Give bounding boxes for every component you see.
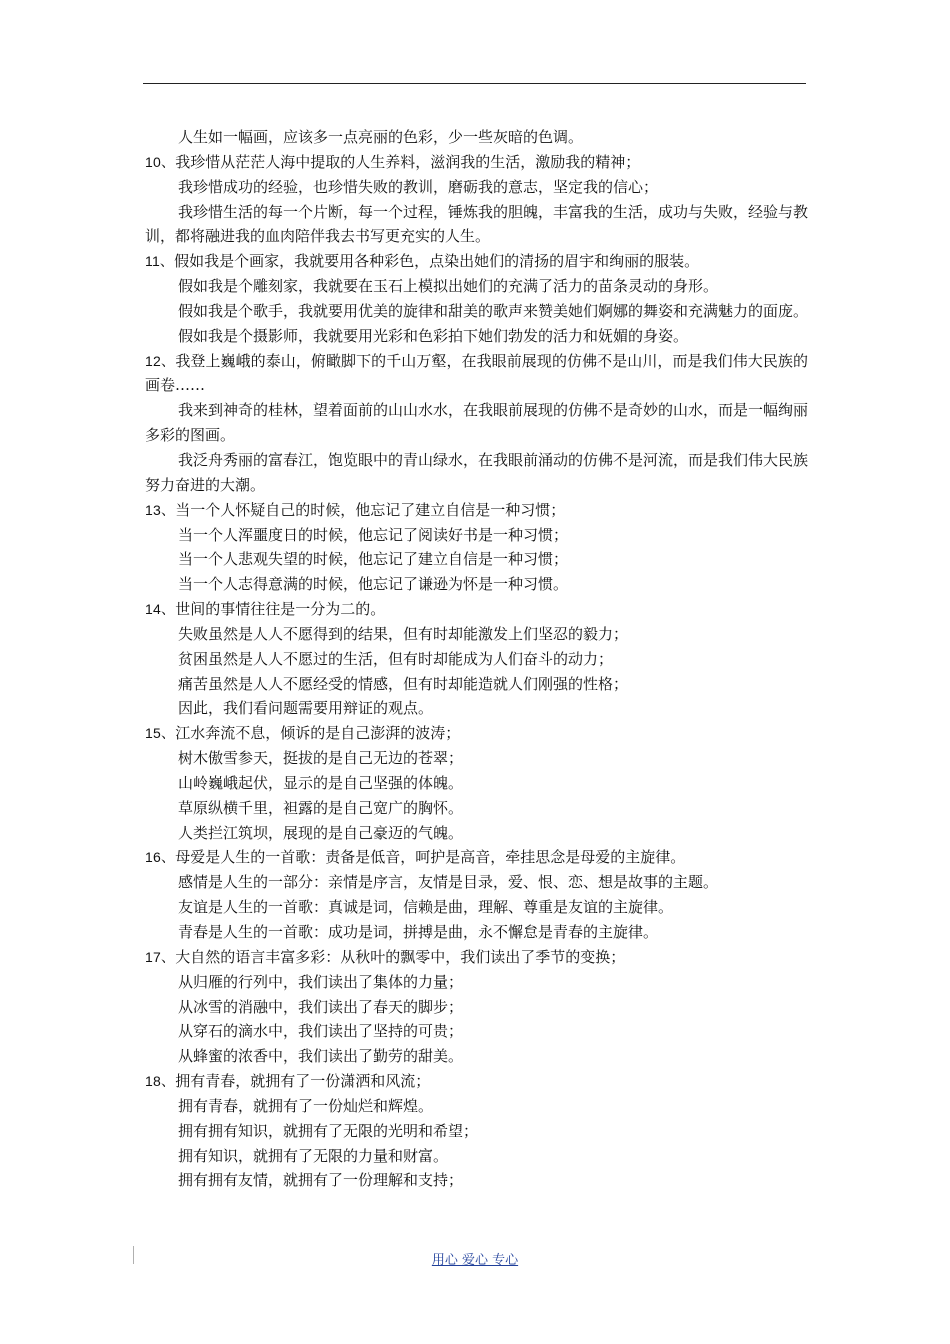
paragraph-text: 友谊是人生的一首歌：真诚是词，信赖是曲，理解、尊重是友谊的主旋律。 — [178, 898, 674, 917]
paragraph-text: 感情是人生的一部分：亲情是序言，友情是目录，爱、恨、恋、想是故事的主题。 — [178, 873, 719, 892]
paragraph — [145, 1119, 808, 1144]
item-number: 14、 — [145, 601, 176, 618]
paragraph — [145, 523, 808, 548]
paragraph — [145, 920, 808, 945]
numbered-paragraph — [145, 721, 808, 746]
paragraph — [145, 200, 808, 250]
paragraph — [145, 622, 808, 647]
paragraph-text: 我来到神奇的桂林，望着面前的山山水水，在我眼前展现的仿佛不是奇妙的山水，而是一幅绚丽多彩的图画。 — [145, 401, 809, 445]
paragraph-text: 从归雁的行列中，我们读出了集体的力量； — [178, 972, 464, 991]
numbered-paragraph — [145, 498, 808, 523]
paragraph-text: 当一个人浑噩度日的时候，他忘记了阅读好书是一种习惯； — [178, 525, 569, 544]
numbered-paragraph — [145, 249, 808, 274]
item-number: 11、 — [145, 253, 175, 270]
paragraph — [145, 796, 808, 821]
paragraph-text: 失败虽然是人人不愿得到的结果，但有时却能激发上们坚忍的毅力； — [178, 624, 629, 643]
numbered-paragraph — [145, 845, 808, 870]
item-number: 18、 — [145, 1073, 176, 1090]
paragraph-text: 世间的事情往往是一分为二的。 — [175, 600, 386, 619]
paragraph — [145, 448, 808, 498]
paragraph-text: 从穿石的滴水中，我们读出了坚持的可贵； — [178, 1022, 464, 1041]
paragraph-text: 因此，我们看问题需要用辩证的观点。 — [178, 699, 434, 718]
paragraph — [145, 175, 808, 200]
paragraph — [145, 1168, 808, 1193]
paragraph — [145, 821, 808, 846]
paragraph-text: 从蜂蜜的浓香中，我们读出了勤劳的甜美。 — [178, 1047, 464, 1066]
paragraph — [145, 672, 808, 697]
paragraph-text: 山岭巍峨起伏，显示的是自己坚强的体魄。 — [178, 773, 464, 792]
document-body — [145, 125, 808, 1193]
paragraph-text: 假如我是个画家，我就要用各种彩色，点染出她们的清扬的眉宇和绚丽的服装。 — [174, 252, 700, 271]
paragraph-text: 人类拦江筑坝，展现的是自己豪迈的气魄。 — [178, 823, 464, 842]
paragraph-text: 我泛舟秀丽的富春江，饱览眼中的青山绿水，在我眼前涌动的仿佛不是河流，而是我们伟大民族努力奋进的大潮。 — [145, 450, 809, 494]
paragraph-text: 拥有拥有友情，就拥有了一份理解和支持； — [178, 1171, 464, 1190]
paragraph-text: 大自然的语言丰富多彩：从秋叶的飘零中，我们读出了季节的变换； — [175, 947, 626, 966]
paragraph — [145, 895, 808, 920]
paragraph-text: 拥有青春，就拥有了一份灿烂和辉煌。 — [178, 1096, 434, 1115]
item-number: 12、 — [145, 352, 176, 369]
paragraph-text: 草原纵横千里，袒露的是自己宽广的胸怀。 — [178, 798, 464, 817]
paragraph — [145, 870, 808, 895]
paragraph — [145, 324, 808, 349]
numbered-paragraph — [145, 1069, 808, 1094]
paragraph-text: 我珍惜成功的经验，也珍惜失败的教训，磨砺我的意志，坚定我的信心； — [178, 177, 659, 196]
paragraph-text: 当一个人悲观失望的时候，他忘记了建立自信是一种习惯； — [178, 550, 569, 569]
item-number: 15、 — [145, 725, 176, 742]
paragraph — [145, 299, 808, 324]
numbered-paragraph — [145, 349, 808, 399]
paragraph-text: 人生如一幅画，应该多一点亮丽的色彩，少一些灰暗的色调。 — [178, 128, 584, 146]
numbered-paragraph — [145, 150, 808, 175]
paragraph — [145, 1019, 808, 1044]
paragraph-text: 假如我是个摄影师，我就要用光彩和色彩拍下她们勃发的活力和妩媚的身姿。 — [178, 326, 689, 345]
paragraph — [145, 696, 808, 721]
paragraph — [145, 970, 808, 995]
item-number: 10、 — [145, 153, 176, 170]
numbered-paragraph — [145, 945, 808, 970]
paragraph-text: 从冰雪的消融中，我们读出了春天的脚步； — [178, 997, 464, 1016]
paragraph — [145, 274, 808, 299]
paragraph — [145, 547, 808, 572]
paragraph-text: 拥有拥有知识，就拥有了无限的光明和希望； — [178, 1121, 479, 1140]
paragraph-text: 青春是人生的一首歌：成功是词，拼搏是曲，永不懈怠是青春的主旋律。 — [178, 923, 659, 941]
footer-text: 用心 爱心 专心 — [431, 1253, 519, 1268]
paragraph — [145, 398, 808, 448]
item-number: 17、 — [145, 948, 176, 965]
item-number: 16、 — [145, 849, 176, 866]
header-rule — [143, 83, 806, 84]
numbered-paragraph — [145, 597, 808, 622]
paragraph-text: 当一个人怀疑自己的时候，他忘记了建立自信是一种习惯； — [175, 500, 566, 519]
paragraph-text: 母爱是人生的一首歌：责备是低音，呵护是高音，牵挂思念是母爱的主旋律。 — [175, 848, 686, 867]
paragraph-text: 拥有青春，就拥有了一份潇洒和风流； — [175, 1072, 431, 1091]
paragraph-text: 痛苦虽然是人人不愿经受的情感，但有时却能造就人们刚强的性格； — [178, 674, 629, 693]
paragraph — [145, 771, 808, 796]
paragraph — [145, 1144, 808, 1169]
paragraph — [145, 125, 808, 150]
paragraph-text: 贫困虽然是人人不愿过的生活，但有时却能成为人们奋斗的动力； — [178, 649, 614, 668]
paragraph — [145, 647, 808, 672]
item-number: 13、 — [145, 501, 176, 518]
paragraph — [145, 995, 808, 1020]
paragraph-text: 我珍惜生活的每一个片断，每一个过程，锤炼我的胆魄，丰富我的生活，成功与失败，经验与教训，都将融进我的血肉陪伴我去书写更充实的人生。 — [145, 202, 809, 246]
paragraph-text: 假如我是个雕刻家，我就要在玉石上模拟出她们的充满了活力的苗条灵动的身形。 — [178, 277, 719, 296]
paragraph-text: 我珍惜从茫茫人海中提取的人生养料，滋润我的生活，激励我的精神； — [175, 152, 641, 171]
paragraph-text: 树木傲雪参天，挺拔的是自己无边的苍翠； — [178, 749, 464, 768]
paragraph — [145, 572, 808, 597]
paragraph-text: 江水奔流不息，倾诉的是自己澎湃的波涛； — [175, 724, 461, 743]
paragraph — [145, 1044, 808, 1069]
paragraph-text: 当一个人志得意满的时候，他忘记了谦逊为怀是一种习惯。 — [178, 575, 569, 594]
paragraph — [145, 746, 808, 771]
paragraph-text: 我登上巍峨的泰山，俯瞰脚下的千山万壑，在我眼前展现的仿佛不是山川，而是我们伟大民族的画卷…… — [145, 351, 808, 395]
paragraph — [145, 1094, 808, 1119]
paragraph-text: 假如我是个歌手，我就要用优美的旋律和甜美的歌声来赞美她们婀娜的舞姿和充满魅力的面庞。 — [178, 301, 809, 320]
paragraph-text: 拥有知识，就拥有了无限的力量和财富。 — [178, 1146, 449, 1165]
